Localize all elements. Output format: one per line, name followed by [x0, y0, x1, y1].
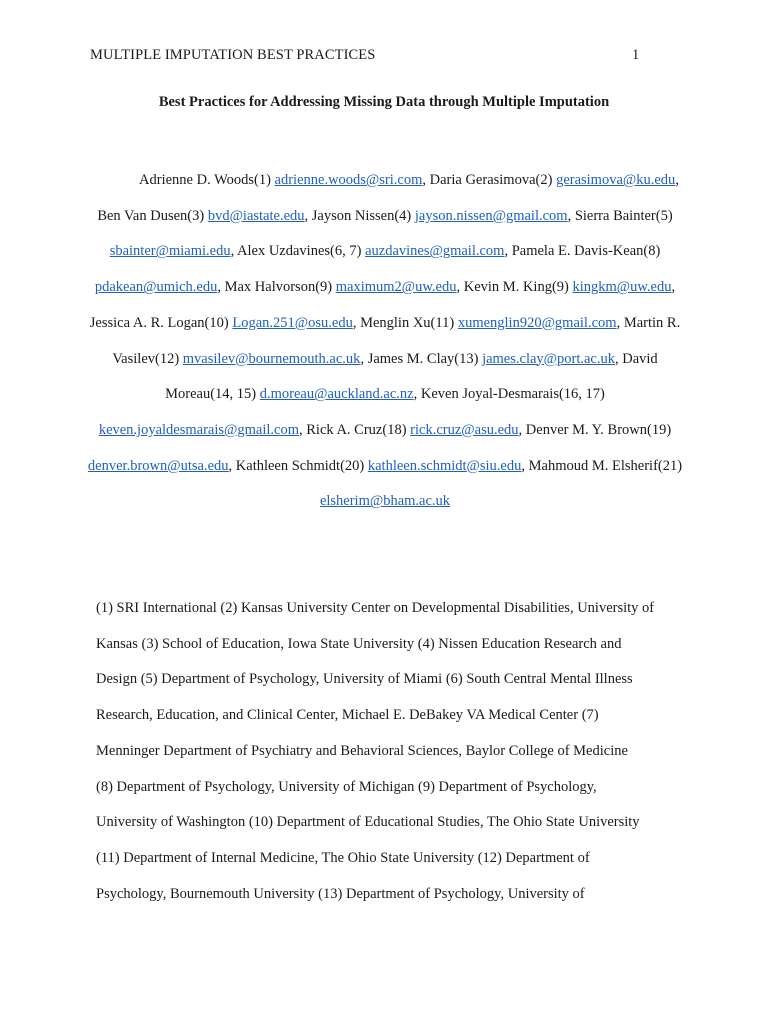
affiliation-line: Kansas (3) School of Education, Iowa State University (4) Nissen Education Research and: [96, 635, 622, 652]
author-email[interactable]: keven.joyaldesmarais@gmail.com: [98, 421, 299, 438]
affiliation-line: (1) SRI International (2) Kansas University Center on Developmental Disabilities, University of: [96, 600, 655, 616]
author-email[interactable]: auzdavines@gmail.com: [365, 243, 505, 260]
page-number: 1: [632, 47, 640, 63]
affiliation-line: (11) Department of Internal Medicine, The Ohio State University (12) Department of: [96, 849, 590, 866]
author-name: , Kathleen Schmidt(20): [228, 457, 368, 474]
affiliation-line: Psychology, Bournemouth University (13) Department of Psychology, University of: [96, 885, 585, 902]
author-name: , Martin R. Vasilev(12): [112, 314, 681, 367]
affiliation-line: University of Washington (10) Department of Educational Studies, The Ohio State University: [96, 814, 640, 831]
affiliation-line: (8) Department of Psychology, University of Michigan (9) Department of Psychology,: [96, 778, 597, 795]
author-email[interactable]: gerasimova@ku.edu: [556, 172, 676, 188]
author-email[interactable]: sbainter@miami.edu: [109, 243, 231, 260]
author-name: , Keven Joyal-Desmarais(16, 17): [413, 386, 605, 403]
paper-title: Best Practices for Addressing Missing Data through Multiple Imputation: [158, 94, 610, 110]
author-name: , Rick A. Cruz(18): [299, 421, 411, 438]
author-name: Adrienne D. Woods(1): [139, 172, 275, 188]
affiliation-line: Design (5) Department of Psychology, University of Miami (6) South Central Mental Illness: [96, 671, 633, 688]
author-email[interactable]: maximum2@uw.edu: [335, 279, 457, 296]
author-name: , Alex Uzdavines(6, 7): [230, 243, 366, 260]
running-head: MULTIPLE IMPUTATION BEST PRACTICES: [90, 47, 376, 63]
author-name: , David Moreau(14, 15): [165, 350, 658, 403]
affiliation-list: [96, 591, 692, 912]
author-email[interactable]: xumenglin920@gmail.com: [457, 314, 617, 331]
author-email[interactable]: pdakean@umich.edu: [94, 279, 218, 296]
author-email[interactable]: rick.cruz@asu.edu: [410, 421, 519, 438]
author-email[interactable]: d.moreau@auckland.ac.nz: [259, 386, 414, 403]
author-email[interactable]: kathleen.schmidt@siu.edu: [367, 457, 522, 474]
affiliation-line: Menninger Department of Psychiatry and Behavioral Sciences, Baylor College of Medicine: [96, 742, 628, 759]
author-email[interactable]: mvasilev@bournemouth.ac.uk: [182, 350, 361, 367]
author-email[interactable]: jayson.nissen@gmail.com: [414, 207, 568, 224]
author-name: , Pamela E. Davis-Kean(8): [504, 243, 661, 260]
author-email[interactable]: Logan.251@osu.edu: [232, 314, 353, 331]
author-email[interactable]: kingkm@uw.edu: [572, 279, 672, 296]
author-name: , Jayson Nissen(4): [304, 207, 415, 224]
affiliation-line: Research, Education, and Clinical Center, Michael E. DeBakey VA Medical Center (7): [96, 707, 599, 724]
author-email[interactable]: elsherim@bham.ac.uk: [319, 493, 451, 510]
author-name: , Jessica A. R. Logan(10): [89, 279, 676, 331]
author-name: , Kevin M. King(9): [456, 279, 573, 296]
author-email[interactable]: denver.brown@utsa.edu: [87, 457, 229, 474]
author-name: , Mahmoud M. Elsherif(21): [521, 457, 683, 474]
author-email[interactable]: bvd@iastate.edu: [207, 207, 305, 224]
author-name: , Daria Gerasimova(2): [422, 172, 557, 188]
author-name: , James M. Clay(13): [360, 350, 483, 367]
author-name: , Denver M. Y. Brown(19): [518, 421, 672, 438]
author-name: , Sierra Bainter(5): [567, 207, 673, 224]
author-list: [80, 163, 690, 520]
author-email[interactable]: adrienne.woods@sri.com: [274, 172, 423, 188]
author-name: , Menglin Xu(11): [352, 314, 458, 331]
author-name: , Max Halvorson(9): [217, 279, 336, 296]
author-email[interactable]: james.clay@port.ac.uk: [482, 350, 615, 367]
author-name: , Ben Van Dusen(3): [97, 172, 679, 224]
